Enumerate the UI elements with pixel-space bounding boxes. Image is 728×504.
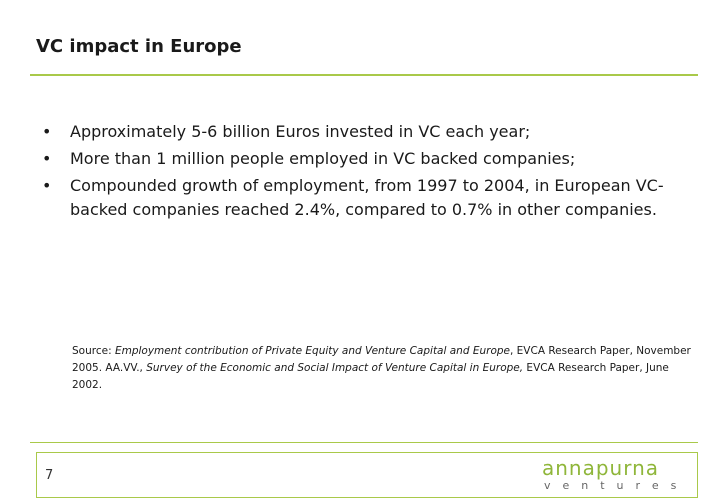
bullet-text: Approximately 5-6 billion Euros invested in VC each year; xyxy=(70,122,531,141)
list-item xyxy=(42,120,692,144)
slide-title: VC impact in Europe xyxy=(36,36,242,57)
bullet-icon: • xyxy=(42,122,52,141)
logo-wordmark: annapurna xyxy=(542,456,660,480)
logo-subtitle: ventures xyxy=(544,479,689,492)
source-work-title: Survey of the Economic and Social Impact of Venture Capital in Europe, xyxy=(146,362,524,374)
source-text: , EVCA Research Paper, November 2005. AA.VV., xyxy=(72,345,691,374)
page-number: 7 xyxy=(45,468,54,483)
bullet-icon: • xyxy=(42,176,52,195)
bullet-text: Compounded growth of employment, from 1997 to 2004, in European VC-backed companies reached 2.4%, compared to 0.7% in other companies. xyxy=(70,176,664,219)
bullet-icon: • xyxy=(42,149,52,168)
bullet-text: More than 1 million people employed in VC backed companies; xyxy=(70,149,576,168)
source-work-title: Employment contribution of Private Equity and Venture Capital and Europe xyxy=(114,345,510,357)
bullet-list xyxy=(42,120,692,225)
source-label: Source: xyxy=(72,345,115,357)
footer-divider xyxy=(30,442,698,443)
title-divider xyxy=(30,74,698,76)
list-item xyxy=(42,174,692,222)
source-text: EVCA Research Paper, June 2002. xyxy=(72,362,669,391)
list-item xyxy=(42,147,692,171)
source-note xyxy=(72,343,692,394)
